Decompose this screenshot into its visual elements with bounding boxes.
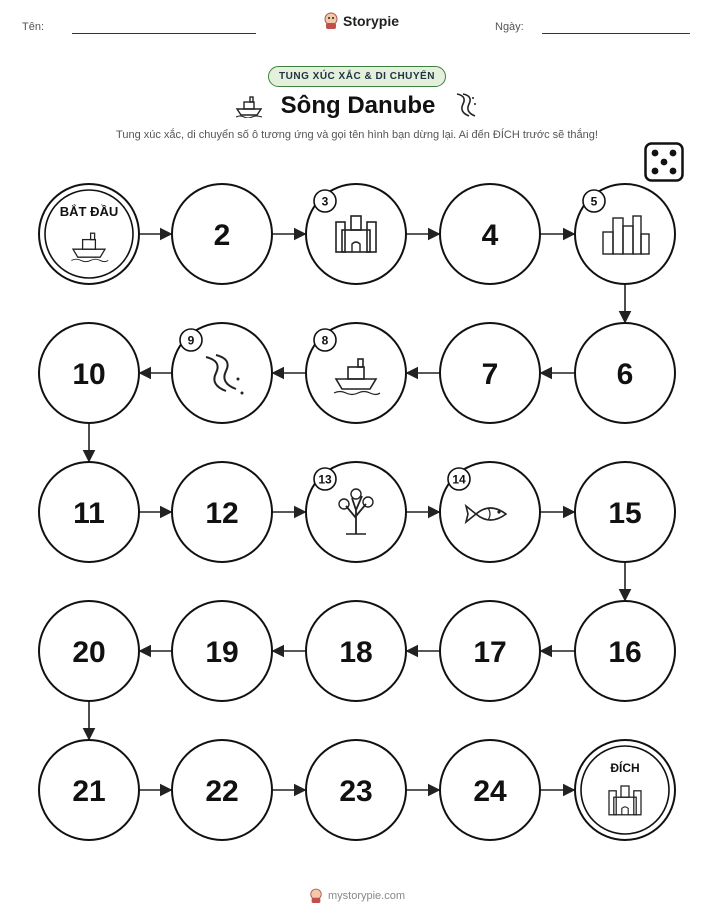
footer-url[interactable]: mystorypie.com — [327, 890, 406, 902]
board-cell-7[interactable] — [440, 323, 540, 423]
cell-number: 22 — [205, 775, 239, 808]
board-cell-16[interactable] — [575, 601, 675, 701]
board-cell-17[interactable] — [440, 601, 540, 701]
board-cell-1[interactable] — [39, 184, 139, 284]
cell-number: 19 — [205, 636, 239, 669]
board-cell-22[interactable] — [172, 740, 272, 840]
cell-number: 21 — [72, 775, 106, 808]
board-cell-8[interactable] — [306, 323, 406, 423]
board-cell-11[interactable] — [39, 462, 139, 562]
board-cell-19[interactable] — [172, 601, 272, 701]
start-label: BẮT ĐẦU — [59, 204, 119, 219]
cell-number: 16 — [608, 636, 642, 669]
board-cell-18[interactable] — [306, 601, 406, 701]
cell-number: 18 — [339, 636, 373, 669]
cell-number: 11 — [73, 497, 105, 530]
board-cell-10[interactable] — [39, 323, 139, 423]
cell-number: 23 — [339, 775, 373, 808]
board-cell-5[interactable] — [575, 184, 675, 284]
cell-number: 12 — [205, 497, 239, 530]
board-cell-2[interactable] — [172, 184, 272, 284]
brand-name: Storypie — [343, 13, 400, 29]
cell-number-badge: 5 — [590, 194, 598, 209]
cell-number: 7 — [481, 358, 499, 391]
board-cell-12[interactable] — [172, 462, 272, 562]
board-cell-24[interactable] — [440, 740, 540, 840]
page-title: Sông Danube — [280, 92, 436, 119]
cell-number-badge: 13 — [318, 472, 332, 487]
board-cell-25[interactable] — [575, 740, 675, 840]
cell-number-badge: 14 — [452, 472, 466, 487]
cell-number: 24 — [473, 775, 507, 808]
board-cell-14[interactable] — [440, 462, 540, 562]
name-label: Tên: — [22, 21, 45, 33]
cell-number: 10 — [72, 358, 106, 391]
cell-number-badge: 3 — [321, 194, 329, 209]
cell-number: 15 — [608, 497, 642, 530]
cell-number-badge: 9 — [187, 333, 195, 348]
cell-number: 6 — [616, 358, 634, 391]
cell-number: 2 — [213, 219, 231, 252]
cell-number-badge: 8 — [321, 333, 329, 348]
finish-label: ĐÍCH — [610, 761, 640, 775]
board-cell-21[interactable] — [39, 740, 139, 840]
board-cell-20[interactable] — [39, 601, 139, 701]
cell-number: 20 — [72, 636, 106, 669]
instructions: Tung xúc xắc, di chuyển số ô tương ứng và gọi tên hình bạn dừng lại. Ai đến ĐÍCH trước sẽ thắng! — [116, 129, 598, 141]
board-cell-6[interactable] — [575, 323, 675, 423]
date-label: Ngày: — [495, 21, 524, 33]
board-cell-9[interactable] — [172, 323, 272, 423]
board-cell-4[interactable] — [440, 184, 540, 284]
board-cell-3[interactable] — [306, 184, 406, 284]
board-cell-15[interactable] — [575, 462, 675, 562]
cell-number: 4 — [481, 219, 499, 252]
board-cell-13[interactable] — [306, 462, 406, 562]
footer — [0, 888, 714, 904]
activity-pill: TUNG XÚC XẮC & DI CHUYỂN — [268, 66, 446, 87]
board-cell-23[interactable] — [306, 740, 406, 840]
storypie-mascot-icon — [309, 888, 323, 904]
cell-number: 17 — [473, 636, 507, 669]
